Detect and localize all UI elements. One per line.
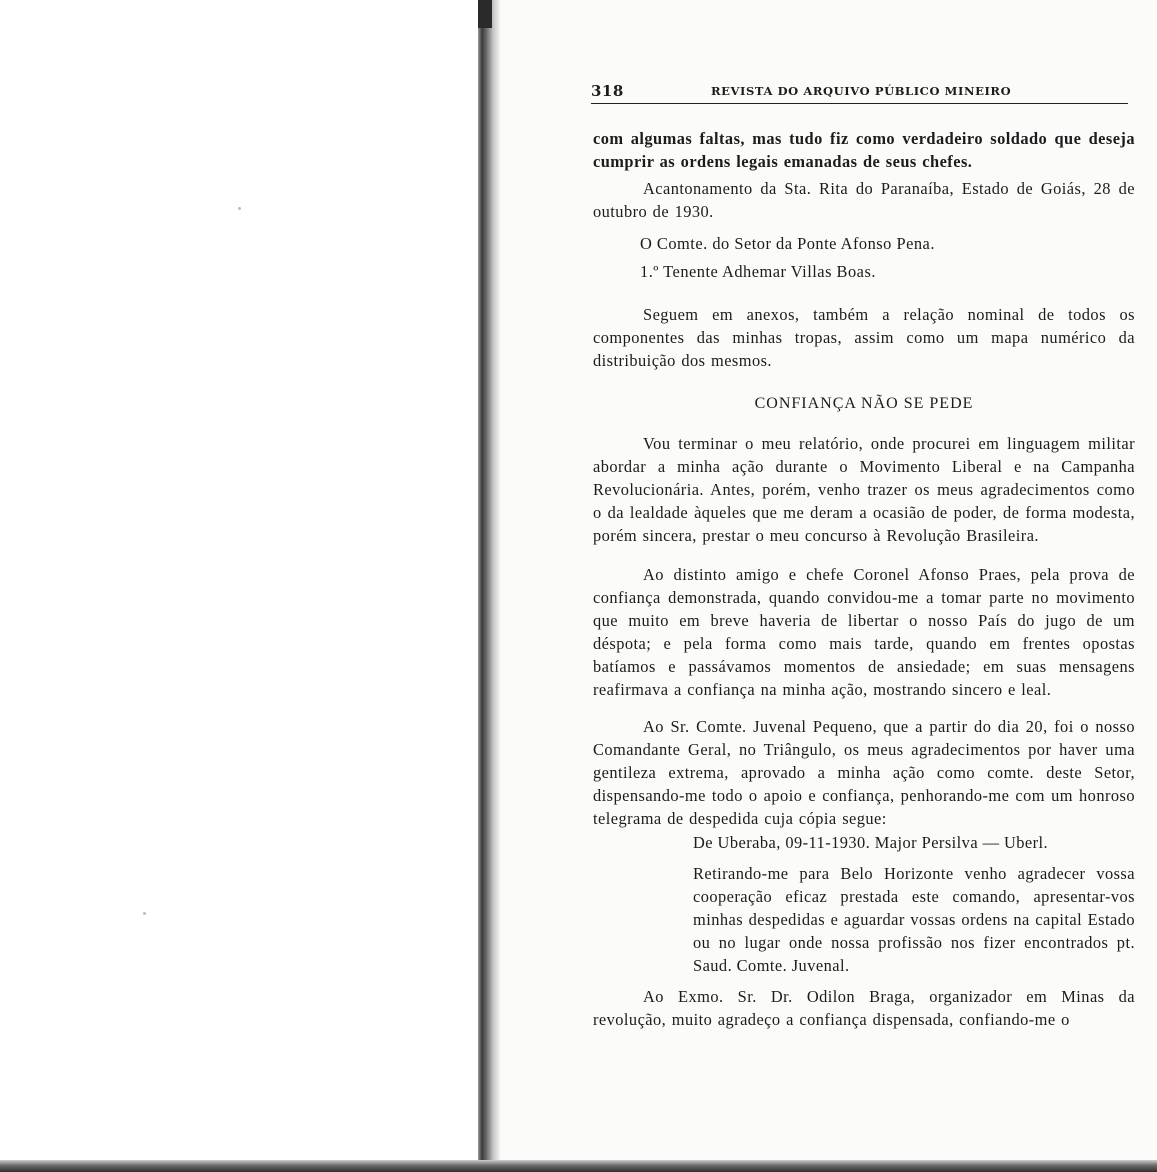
page-number: 318 <box>591 82 624 100</box>
header-rule <box>591 103 1128 104</box>
page-bottom-edge <box>0 1160 1157 1172</box>
dust-speck <box>238 207 241 210</box>
telegram-header: De Uberaba, 09-11-1930. Major Persilva — Uberl. <box>693 833 1049 852</box>
paragraph-afonso-praes: Ao distinto amigo e chefe Coronel Afonso Praes, pela prova de confiança demonstrada, quando convidou-me a tomar parte no movimento que muito em breve haveria de libertar o nosso País do jugo de um déspota; e pela forma como mais tarde, quando em frentes opostas batíamos e passávamos momentos de ansiedade; em suas mensagens reafirmava a confiança na minha ação, mostrando sincero e leal. <box>593 565 1135 699</box>
book-gutter <box>478 0 500 1172</box>
signature-line-2: 1.º Tenente Adhemar Villas Boas. <box>640 262 876 281</box>
signature-line-1: O Comte. do Setor da Ponte Afonso Pena. <box>640 234 935 253</box>
paragraph-closing: com algumas faltas, mas tudo fiz como verdadeiro soldado que deseja cumprir as ordens legais emanadas de seus chefes. <box>593 129 1135 171</box>
paragraph-intro: Vou terminar o meu relatório, onde procurei em linguagem militar abordar a minha ação durante o Movimento Liberal e na Campanha Revolucionária. Antes, porém, venho trazer os meus agradecimentos como o da lealdade àqueles que me deram a ocasião de poder, de forma modesta, porém sincera, prestar o meu concurso à Revolução Brasileira. <box>593 434 1135 545</box>
gutter-shadow <box>478 0 492 28</box>
paragraph-odilon-braga: Ao Exmo. Sr. Dr. Odilon Braga, organizador em Minas da revolução, muito agradeço a confiança dispensada, confiando-me o <box>593 987 1135 1029</box>
telegram-body: Retirando-me para Belo Horizonte venho agradecer vossa cooperação eficaz prestada este comando, apresentar-vos minhas despedidas e aguardar vossas ordens na capital Estado ou no lugar onde nossa profissão nos fizer encontrados pt. Saud. Comte. Juvenal. <box>693 864 1135 975</box>
blank-left-page <box>0 0 478 1172</box>
paragraph-annexes: Seguem em anexos, também a relação nominal de todos os componentes das minhas tropas, assim como um mapa numérico da distribuição dos mesmos. <box>593 305 1135 370</box>
running-title: REVISTA DO ARQUIVO PÚBLICO MINEIRO <box>711 84 1012 98</box>
page-header <box>591 82 1136 102</box>
paragraph-juvenal-pequeno: Ao Sr. Comte. Juvenal Pequeno, que a partir do dia 20, foi o nosso Comandante Geral, no Triângulo, os meus agradecimentos por haver uma gentileza extrema, aprovado a minha ação como comte. deste Setor, dispensando-me todo o apoio e confiança, penhorando-me com um honroso telegrama de despedida cuja cópia segue: <box>593 717 1135 828</box>
paragraph-place-date: Acantonamento da Sta. Rita do Paranaíba, Estado de Goiás, 28 de outubro de 1930. <box>593 179 1135 221</box>
dust-speck <box>143 912 146 915</box>
section-title: CONFIANÇA NÃO SE PEDE <box>754 395 974 412</box>
